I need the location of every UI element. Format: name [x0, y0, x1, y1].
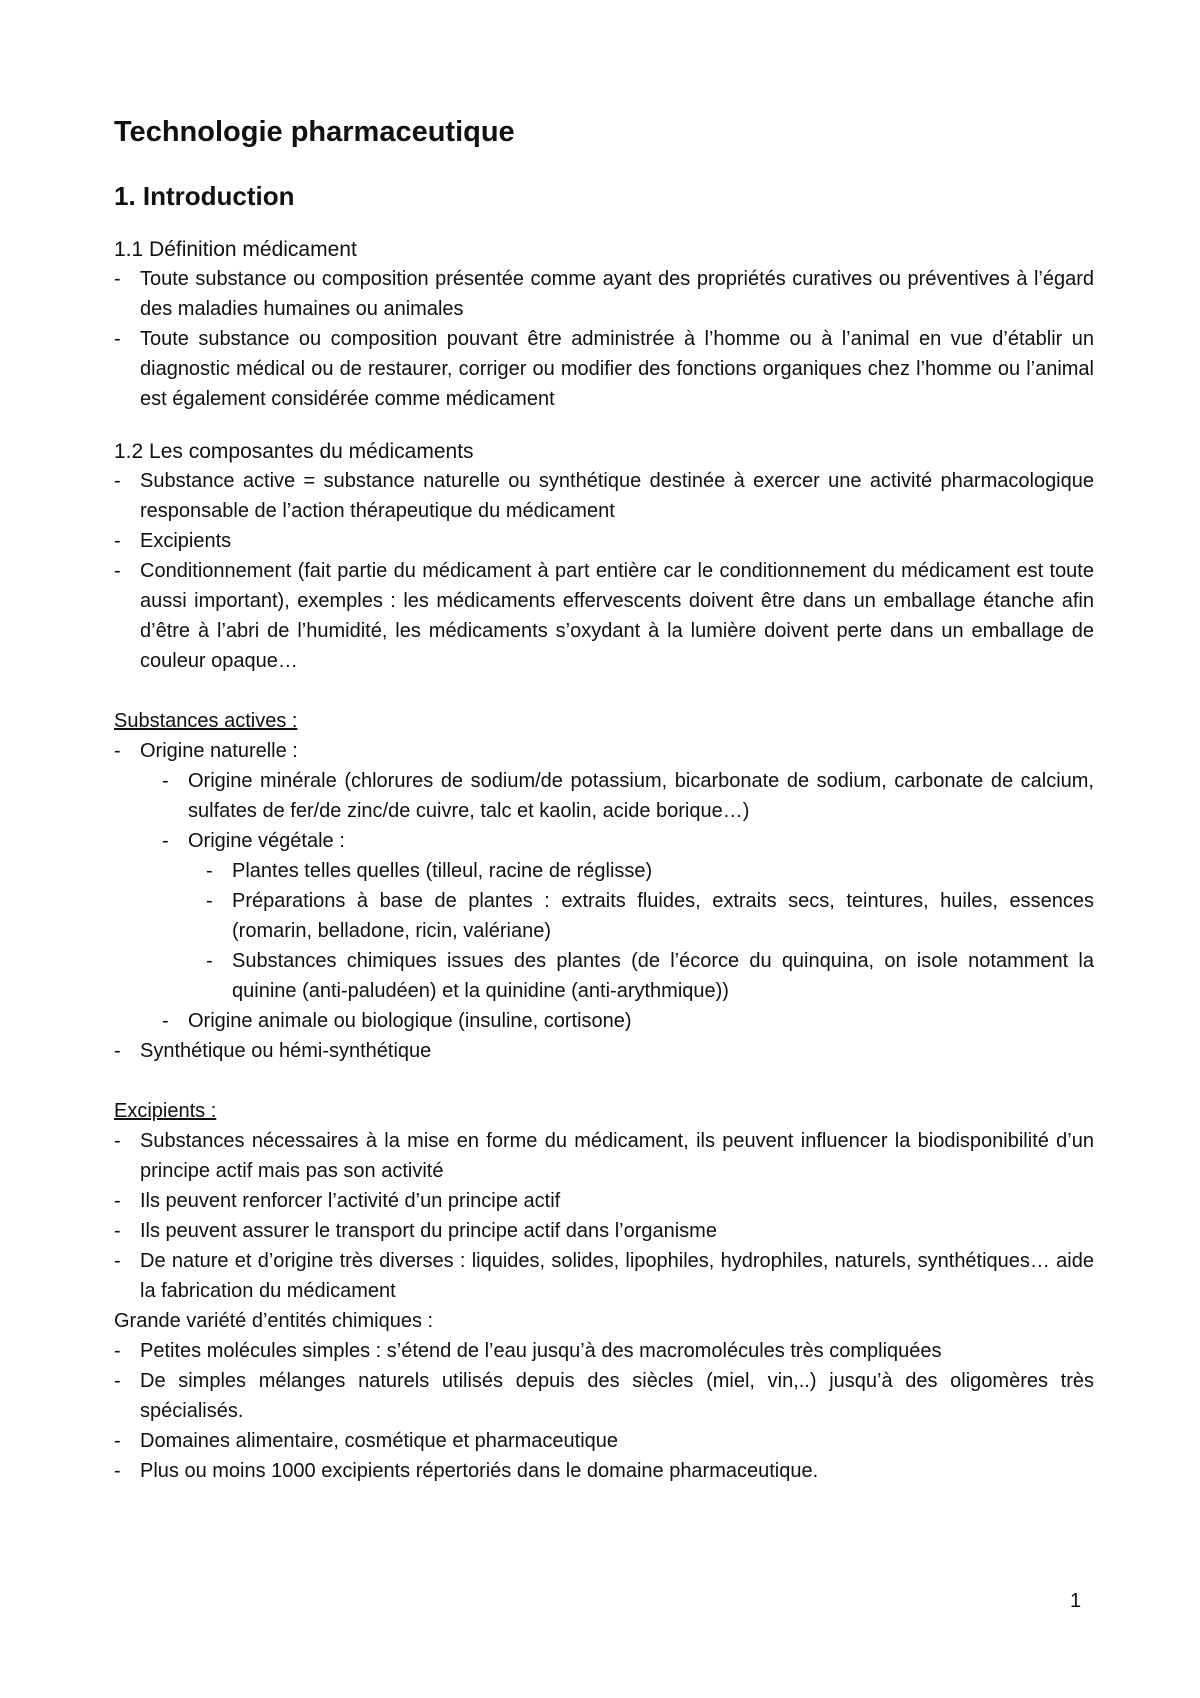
- list-item: - Plantes telles quelles (tilleul, racine de réglisse): [206, 856, 1094, 886]
- list-item-origine-vegetale: [162, 826, 1094, 1006]
- list-item: - Préparations à base de plantes : extraits fluides, extraits secs, teintures, huiles, essences (romarin, belladone, ricin, valériane): [206, 886, 1094, 946]
- list-item: - De simples mélanges naturels utilisés depuis des siècles (miel, vin,..) jusqu’à des oligomères très spécialisés.: [114, 1366, 1094, 1426]
- section-heading-introduction: 1. Introduction: [114, 181, 295, 211]
- list-item: - Ils peuvent renforcer l’activité d’un principe actif: [114, 1186, 1094, 1216]
- list-item: - Origine animale ou biologique (insuline, cortisone): [162, 1006, 1094, 1036]
- variete-label: Grande variété d’entités chimiques :: [114, 1310, 434, 1332]
- list-item-label: Origine végétale :: [188, 830, 345, 852]
- composantes-list: [114, 466, 1094, 676]
- origine-naturelle-sublist: [162, 766, 1094, 1036]
- list-item: - Conditionnement (fait partie du médicament à part entière car le conditionnement du médicament est toute aussi important), exemples : les médicaments effervescents doivent être dans un emballage étanche afin d’être à l’abri de l’humidité, les médicaments s’oxydant à la lumière doivent perte dans un emballage de couleur opaque…: [114, 556, 1094, 676]
- list-item: - Origine minérale (chlorures de sodium/de potassium, bicarbonate de sodium, carbonate de calcium, sulfates de fer/de zinc/de cuivre, talc et kaolin, acide borique…): [162, 766, 1094, 826]
- definition-list: [114, 264, 1094, 414]
- list-item: - Synthétique ou hémi-synthétique: [114, 1036, 1094, 1066]
- subsection-heading-definition: 1.1 Définition médicament: [114, 238, 357, 261]
- substances-actives-heading: Substances actives :: [114, 710, 298, 732]
- document-page: [114, 112, 1094, 1486]
- list-item: - Toute substance ou composition présentée comme ayant des propriétés curatives ou préventives à l’égard des maladies humaines ou animales: [114, 264, 1094, 324]
- variete-list: [114, 1336, 1094, 1486]
- excipients-list: [114, 1126, 1094, 1306]
- list-item: - Plus ou moins 1000 excipients répertoriés dans le domaine pharmaceutique.: [114, 1456, 1094, 1486]
- list-item-origine-naturelle: [114, 736, 1094, 1036]
- list-item: - Toute substance ou composition pouvant être administrée à l’homme ou à l’animal en vue d’établir un diagnostic médical ou de restaurer, corriger ou modifier des fonctions organiques chez l’homme ou l’animal est également considérée comme médicament: [114, 324, 1094, 414]
- list-item: - Excipients: [114, 526, 1094, 556]
- document-title: Technologie pharmaceutique: [114, 116, 515, 148]
- substances-actives-list: [114, 736, 1094, 1066]
- list-item: - Substances chimiques issues des plantes (de l’écorce du quinquina, on isole notamment la quinine (anti-paludéen) et la quinidine (anti-arythmique)): [206, 946, 1094, 1006]
- origine-vegetale-sublist: [206, 856, 1094, 1006]
- subsection-heading-composantes: 1.2 Les composantes du médicaments: [114, 440, 474, 463]
- list-item: - Substances nécessaires à la mise en forme du médicament, ils peuvent influencer la biodisponibilité d’un principe actif mais pas son activité: [114, 1126, 1094, 1186]
- list-item: - De nature et d’origine très diverses : liquides, solides, lipophiles, hydrophiles, naturels, synthétiques… aide la fabrication du médicament: [114, 1246, 1094, 1306]
- page-number: 1: [1070, 1590, 1082, 1612]
- list-item: - Petites molécules simples : s’étend de l’eau jusqu’à des macromolécules très compliquées: [114, 1336, 1094, 1366]
- excipients-heading: Excipients :: [114, 1100, 217, 1122]
- list-item-label: Origine naturelle :: [140, 740, 298, 762]
- list-item: - Domaines alimentaire, cosmétique et pharmaceutique: [114, 1426, 1094, 1456]
- list-item: - Ils peuvent assurer le transport du principe actif dans l’organisme: [114, 1216, 1094, 1246]
- list-item: - Substance active = substance naturelle ou synthétique destinée à exercer une activité pharmacologique responsable de l’action thérapeutique du médicament: [114, 466, 1094, 526]
